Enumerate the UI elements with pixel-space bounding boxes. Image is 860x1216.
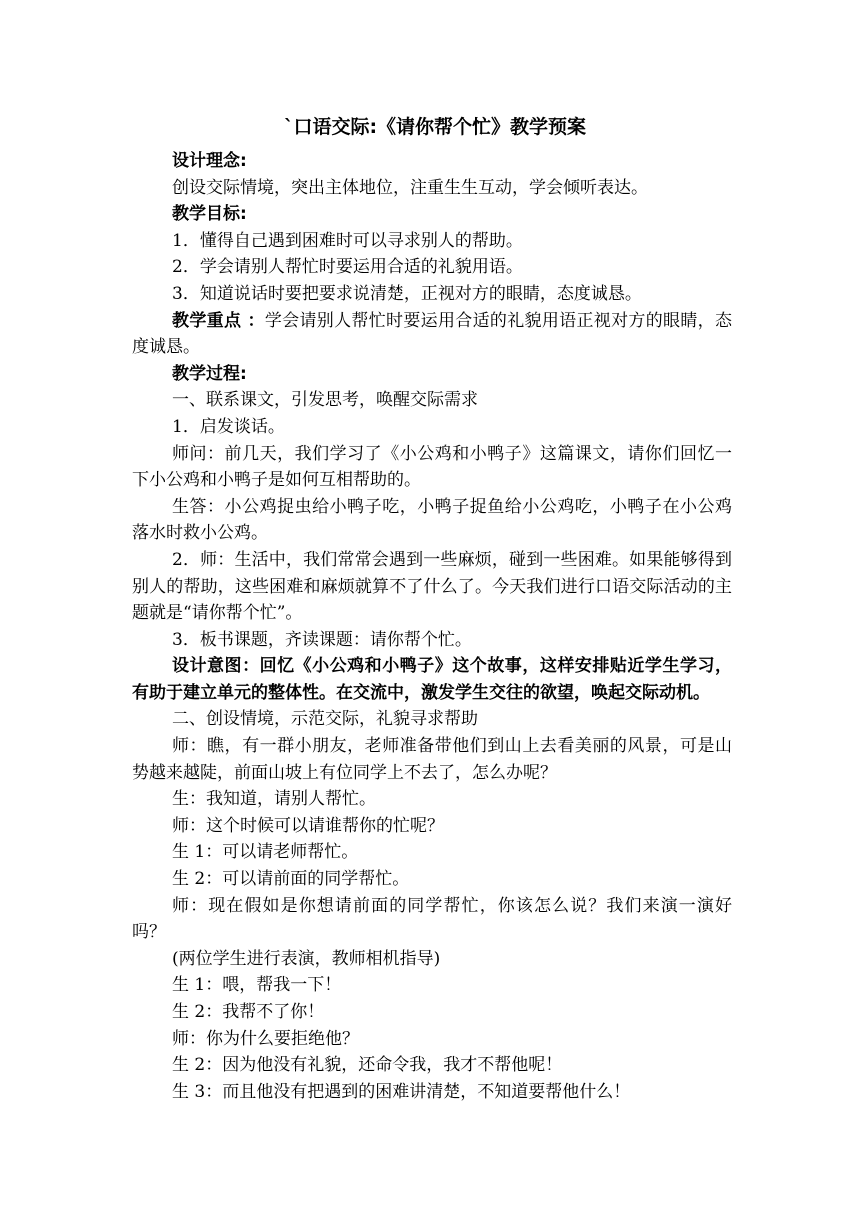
paragraph: 3．知道说话时要把要求说清楚，正视对方的眼睛，态度诚恳。 (172, 283, 642, 304)
paragraph: 生 1：可以请老师帮忙。 (172, 842, 359, 863)
paragraph: 师：现在假如是你想请前面的同学帮忙，你该怎么说？我们来演一演好吗？ (132, 895, 732, 943)
paragraph: 设计理念: (172, 151, 247, 171)
paragraph: 师：你为什么要拒绝他？ (172, 1028, 359, 1049)
paragraph: 生 3：而且他没有把遇到的困难讲清楚，不知道要帮他什么！ (172, 1081, 631, 1102)
paragraph-text: 学会请别人帮忙时要运用合适的礼貌用语正视对方的眼睛，态度诚恳。 (132, 310, 732, 358)
paragraph: 1．启发谈话。 (172, 416, 285, 437)
paragraph: 生：我知道，请别人帮忙。 (172, 789, 376, 810)
paragraph: 教学目标: (172, 204, 247, 225)
paragraph: 2．学会请别人帮忙时要运用合适的礼貌用语。 (172, 257, 523, 278)
paragraph: (两位学生进行表演，教师相机指导) (172, 948, 441, 969)
paragraph-lead: 教学重点 ： (172, 310, 265, 331)
paragraph: 生 2：可以请前面的同学帮忙。 (172, 869, 410, 890)
paragraph: 生 2：我帮不了你！ (172, 1002, 325, 1022)
paragraph: 2．师：生活中，我们常常会遇到一些麻烦，碰到一些困难。如果能够得到别人的帮助，这些困难和麻烦就算不了什么了。今天我们进行口语交际活动的主题就是“请你帮个忙”。 (132, 549, 732, 624)
paragraph: 1．懂得自己遇到困难时可以寻求别人的帮助。 (172, 230, 523, 251)
paragraph: 师问：前几天，我们学习了《小公鸡和小鸭子》这篇课文，请你们回忆一下小公鸡和小鸭子是如何互相帮助的。 (132, 443, 732, 491)
paragraph: 生 1：喂，帮我一下！ (172, 975, 342, 996)
document-body (132, 148, 732, 1105)
paragraph: 师：瞧，有一群小朋友，老师准备带他们到山上去看美丽的风景，可是山势越来越陡，前面山坡上有位同学上不去了，怎么办呢？ (132, 736, 732, 783)
paragraph: 生答：小公鸡捉虫给小鸭子吃，小鸭子捉鱼给小公鸡吃，小鸭子在小公鸡落水时救小公鸡。 (132, 496, 732, 544)
paragraph: 创设交际情境，突出主体地位，注重生生互动，学会倾听表达。 (172, 177, 648, 198)
paragraph: 二、创设情境，示范交际，礼貌寻求帮助 (172, 709, 478, 730)
paragraph: 生 2：因为他没有礼貌，还命令我，我才不帮他呢！ (172, 1055, 563, 1076)
paragraph (132, 308, 732, 361)
document-title: `口语交际:《请你帮个忙》教学预案 (283, 116, 587, 138)
paragraph: 一、联系课文，引发思考，唤醒交际需求 (172, 390, 478, 411)
paragraph: 教学过程: (172, 363, 247, 384)
paragraph: 设计意图：回忆《小公鸡和小鸭子》这个故事，这样安排贴近学生学习，有助于建立单元的整体性。在交流中，激发学生交往的欲望，唤起交际动机。 (132, 656, 732, 703)
document-page (132, 112, 732, 1105)
paragraph: 3．板书课题，齐读课题：请你帮个忙。 (172, 629, 472, 650)
paragraph: 师：这个时候可以请谁帮你的忙呢？ (172, 815, 444, 836)
